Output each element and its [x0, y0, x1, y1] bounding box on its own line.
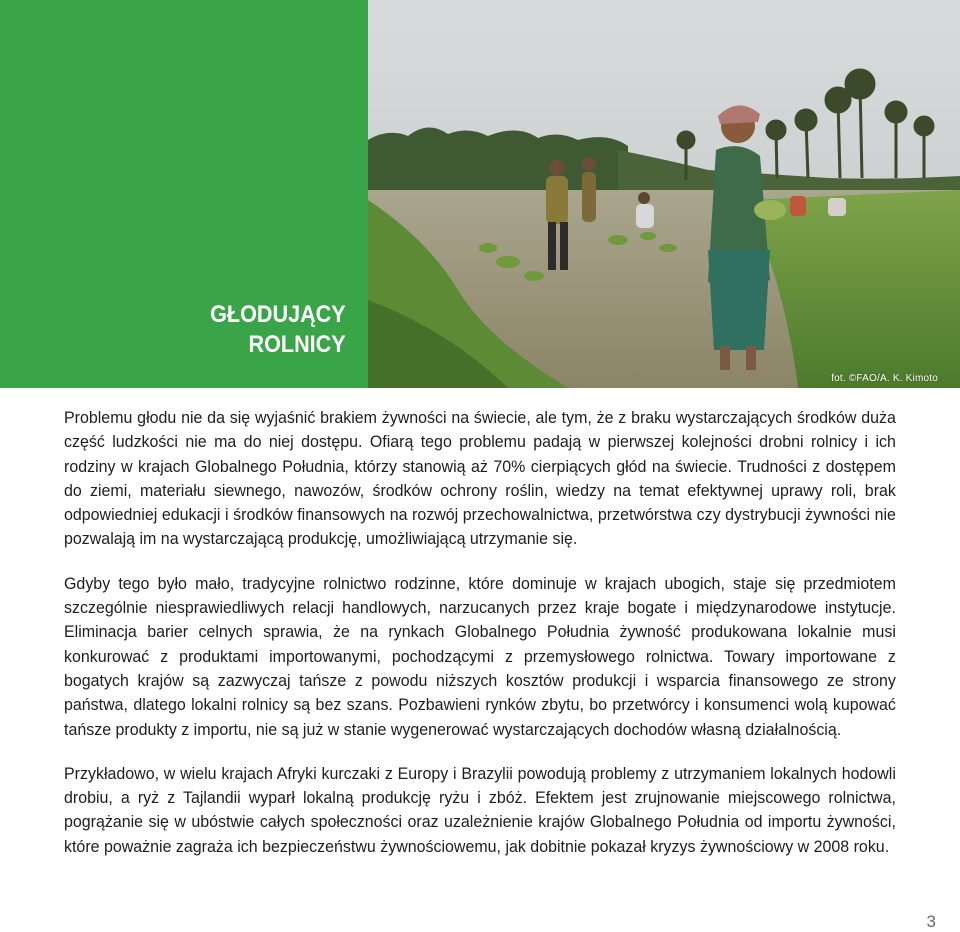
page-title-line-1: GŁODUJĄCY [210, 301, 346, 328]
paragraph-3: Przykładowo, w wielu krajach Afryki kurczaki z Europy i Brazylii powodują problemy z utrzymaniem lokalnych hodowli drobiu, a ryż z Tajlandii wyparł lokalną produkcję ryżu i zbóż. Efektem jest zrujnowanie miejscowego rolnictwa, pogrążanie się w ubóstwie całych społeczności oraz uzależnienie krajów Globalnego Południa od importu żywności, które poważnie zagraża ich bezpieczeństwu żywnościowemu, jak dobitnie pokazał kryzys żywnościowy w 2008 roku. [64, 763, 896, 856]
article-body [64, 406, 896, 879]
rice-field-photo [368, 0, 960, 388]
photo-illustration [368, 0, 960, 388]
page-title [210, 300, 346, 360]
photo-credit: fot. ©FAO/A. K. Kimoto [831, 373, 938, 384]
page-title-line-2: ROLNICY [248, 331, 346, 358]
paragraph-2: Gdyby tego było mało, tradycyjne rolnictwo rodzinne, które dominuje w krajach ubogich, staje się przedmiotem szczególnie niesprawiedliwych relacji handlowych, narzucanych przez kraje bogate i międzynarodowe instytucje. Eliminacja barier celnych sprawia, że na rynkach Globalnego Południa żywność produkowana lokalnie musi konkurować z produktami importowanymi, pochodzącymi z przemysłowego rolnictwa. Towary importowane z bogatych krajów są zazwyczaj tańsze z powodu niższych kosztów produkcji i wsparcia finansowego ze strony państwa, dlatego lokalni rolnicy są bez szans. Pozbawieni rynków zbytu, bo przetwórcy i konsumenci wolą kupować tańsze produkty z importu, nie są już w stanie wygenerować wystarczających dochodów własną działalnością. [64, 573, 896, 739]
paragraph-1: Problemu głodu nie da się wyjaśnić brakiem żywności na świecie, ale tym, że z braku wystarczających środków duża część ludzkości nie ma do niej dostępu. Ofiarą tego problemu padają w pierwszej kolejności drobni rolnicy i ich rodziny w krajach Globalnego Południa, którzy stanowią aż 70% cierpiących głód na świecie. Trudności z dostępem do ziemi, materiału siewnego, nawozów, środków ochrony roślin, wiedzy na temat efektywnej uprawy roli, brak odpowiedniej edukacji i środków finansowych na rozwój przechowalnictwa, przetwórstwa czy dystrybucji żywności nie pozwalają im na wystarczającą produkcję, umożliwiającą utrzymanie się. [64, 408, 896, 549]
title-panel [0, 0, 368, 388]
page-number: 3 [926, 912, 936, 931]
